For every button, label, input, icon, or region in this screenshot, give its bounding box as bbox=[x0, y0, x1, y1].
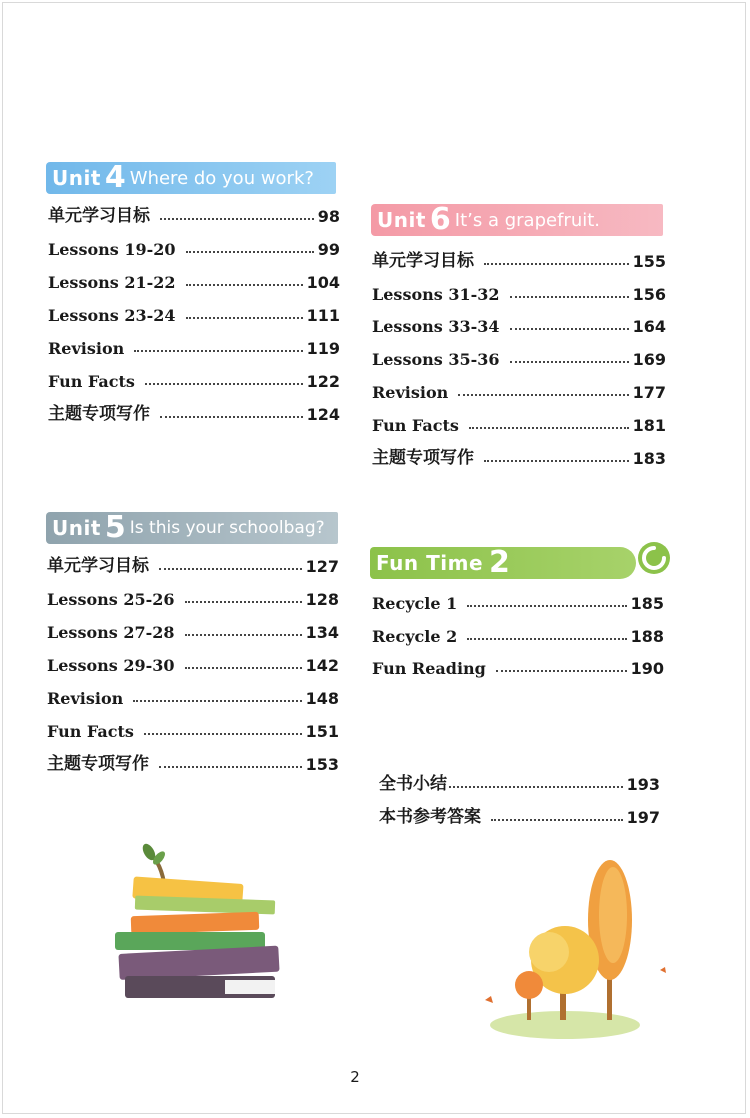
toc-row[interactable] bbox=[47, 585, 339, 609]
toc-page: 104 bbox=[306, 273, 340, 292]
toc-page: 111 bbox=[306, 306, 340, 325]
toc-label: 主题专项写作 bbox=[48, 404, 150, 424]
toc-row[interactable] bbox=[379, 770, 660, 794]
toc-page: 185 bbox=[630, 594, 664, 613]
toc-page: 119 bbox=[306, 339, 340, 358]
unit5-title: Is this your schoolbag? bbox=[129, 518, 325, 538]
toc-row[interactable] bbox=[48, 202, 340, 226]
toc-label: 单元学习目标 bbox=[47, 556, 149, 576]
toc-page: 155 bbox=[632, 252, 666, 271]
dot-leader bbox=[185, 601, 302, 603]
extras-toc bbox=[379, 770, 660, 830]
toc-row[interactable] bbox=[372, 622, 664, 646]
funtime-swirl-icon bbox=[634, 538, 674, 578]
unit4-number: 4 bbox=[104, 160, 126, 195]
toc-row[interactable] bbox=[48, 334, 340, 358]
toc-label: 主题专项写作 bbox=[47, 754, 149, 774]
toc-page: 153 bbox=[305, 755, 339, 774]
toc-label: 全书小结 bbox=[379, 774, 447, 794]
toc-label: Lessons 35-36 bbox=[372, 350, 500, 369]
dot-leader bbox=[160, 416, 303, 418]
books-stack-illustration bbox=[105, 840, 295, 1020]
toc-page: 134 bbox=[305, 623, 339, 642]
dot-leader bbox=[467, 638, 626, 640]
toc-page: 190 bbox=[630, 659, 664, 678]
toc-label: 单元学习目标 bbox=[372, 251, 474, 271]
toc-row[interactable] bbox=[372, 411, 666, 435]
dot-leader bbox=[159, 766, 302, 768]
funtime-number: 2 bbox=[489, 545, 510, 580]
toc-page: 151 bbox=[305, 722, 339, 741]
dot-leader bbox=[186, 284, 303, 286]
dot-leader bbox=[185, 634, 302, 636]
toc-page: 98 bbox=[317, 207, 340, 226]
toc-label: Fun Reading bbox=[372, 659, 486, 678]
unit4-title: Where do you work? bbox=[129, 167, 314, 189]
toc-row[interactable] bbox=[47, 717, 339, 741]
toc-label: Lessons 27-28 bbox=[47, 623, 175, 642]
toc-label: 主题专项写作 bbox=[372, 448, 474, 468]
unit6-word: Unit bbox=[377, 208, 426, 232]
dot-leader bbox=[186, 251, 314, 253]
toc-page: 183 bbox=[632, 449, 666, 468]
toc-row[interactable] bbox=[48, 235, 340, 259]
toc-label: Revision bbox=[372, 383, 449, 402]
toc-page: 148 bbox=[305, 689, 339, 708]
unit5-banner[interactable] bbox=[46, 512, 338, 544]
toc-page: 193 bbox=[626, 775, 660, 794]
toc-label: Lessons 31-32 bbox=[372, 285, 500, 304]
dot-leader bbox=[449, 786, 623, 788]
toc-row[interactable] bbox=[372, 378, 666, 402]
unit6-banner[interactable] bbox=[371, 204, 663, 236]
funtime-title: Fun Time bbox=[376, 551, 484, 575]
dot-leader bbox=[185, 667, 302, 669]
unit4-word: Unit bbox=[52, 166, 101, 190]
unit5-toc bbox=[47, 552, 339, 782]
toc-label: Lessons 29-30 bbox=[47, 656, 175, 675]
toc-label: 本书参考答案 bbox=[379, 807, 481, 827]
dot-leader bbox=[510, 328, 629, 330]
unit4-toc bbox=[48, 202, 340, 432]
dot-leader bbox=[491, 819, 623, 821]
toc-row[interactable] bbox=[372, 345, 666, 369]
dot-leader bbox=[496, 670, 627, 672]
toc-row[interactable] bbox=[48, 268, 340, 292]
toc-label: Fun Facts bbox=[48, 372, 135, 391]
toc-row[interactable] bbox=[47, 750, 339, 774]
unit5-word: Unit bbox=[52, 516, 101, 540]
unit6-number: 6 bbox=[429, 202, 451, 237]
dot-leader bbox=[159, 568, 302, 570]
funtime-toc bbox=[372, 589, 664, 679]
page-number: 2 bbox=[350, 1068, 360, 1086]
toc-label: Recycle 1 bbox=[372, 594, 458, 613]
unit4-banner[interactable] bbox=[46, 162, 336, 194]
toc-page: 127 bbox=[305, 557, 339, 576]
toc-label: 单元学习目标 bbox=[48, 206, 150, 226]
toc-row[interactable] bbox=[372, 444, 666, 468]
toc-label: Revision bbox=[48, 339, 125, 358]
toc-row[interactable] bbox=[379, 803, 660, 827]
toc-page: 99 bbox=[317, 240, 340, 259]
toc-label: Fun Facts bbox=[372, 416, 459, 435]
dot-leader bbox=[484, 460, 629, 462]
toc-page: 181 bbox=[632, 416, 666, 435]
toc-label: Lessons 25-26 bbox=[47, 590, 175, 609]
toc-row[interactable] bbox=[48, 301, 340, 325]
toc-label: Lessons 23-24 bbox=[48, 306, 176, 325]
dot-leader bbox=[458, 394, 628, 396]
unit5-number: 5 bbox=[104, 510, 126, 545]
dot-leader bbox=[469, 427, 629, 429]
toc-page: 156 bbox=[632, 285, 666, 304]
funtime-banner[interactable] bbox=[370, 547, 636, 579]
unit6-title: It’s a grapefruit. bbox=[454, 209, 601, 231]
unit6-toc bbox=[372, 247, 666, 477]
toc-row[interactable] bbox=[372, 589, 664, 613]
toc-page: 164 bbox=[632, 317, 666, 336]
toc-page: 142 bbox=[305, 656, 339, 675]
toc-label: Lessons 33-34 bbox=[372, 317, 500, 336]
toc-page: 122 bbox=[306, 372, 340, 391]
toc-row[interactable] bbox=[48, 367, 340, 391]
toc-row[interactable] bbox=[47, 651, 339, 675]
dot-leader bbox=[186, 317, 303, 319]
toc-label: Revision bbox=[47, 689, 124, 708]
toc-page: 177 bbox=[632, 383, 666, 402]
toc-page: 124 bbox=[306, 405, 340, 424]
toc-row[interactable] bbox=[47, 618, 339, 642]
dot-leader bbox=[160, 218, 314, 220]
toc-row[interactable] bbox=[372, 247, 666, 271]
toc-label: Recycle 2 bbox=[372, 627, 458, 646]
toc-label: Fun Facts bbox=[47, 722, 134, 741]
toc-row[interactable] bbox=[372, 280, 666, 304]
dot-leader bbox=[484, 263, 629, 265]
dot-leader bbox=[467, 605, 626, 607]
toc-page: 197 bbox=[626, 808, 660, 827]
toc-label: Lessons 21-22 bbox=[48, 273, 176, 292]
toc-row[interactable] bbox=[47, 552, 339, 576]
dot-leader bbox=[145, 383, 303, 385]
toc-page: 128 bbox=[305, 590, 339, 609]
dot-leader bbox=[510, 361, 629, 363]
toc-row[interactable] bbox=[47, 684, 339, 708]
toc-row[interactable] bbox=[372, 654, 664, 678]
dot-leader bbox=[133, 700, 301, 702]
dot-leader bbox=[510, 296, 629, 298]
dot-leader bbox=[144, 733, 302, 735]
toc-row[interactable] bbox=[48, 400, 340, 424]
toc-row[interactable] bbox=[372, 312, 666, 336]
autumn-trees-illustration bbox=[475, 860, 675, 1040]
dot-leader bbox=[134, 350, 302, 352]
toc-label: Lessons 19-20 bbox=[48, 240, 176, 259]
toc-page: 169 bbox=[632, 350, 666, 369]
toc-page: 188 bbox=[630, 627, 664, 646]
